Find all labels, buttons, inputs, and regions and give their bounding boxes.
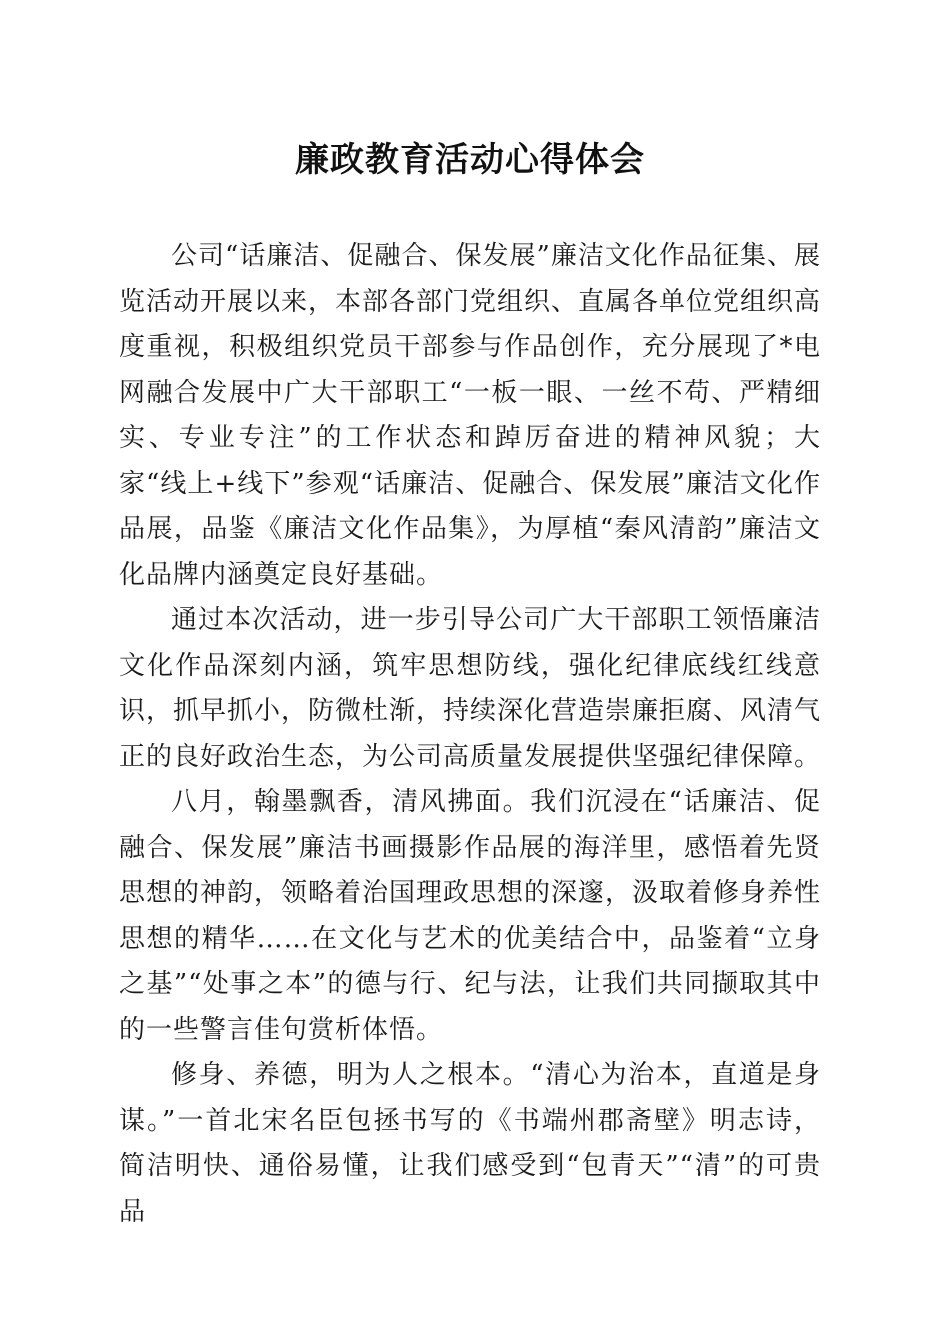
paragraph-2: 通过本次活动，进一步引导公司广大干部职工领悟廉洁文化作品深刻内涵，筑牢思想防线，强化纪律底线红线意识，抓早抓小，防微杜渐，持续深化营造崇廉拒腐、风清气正的良好政治生态，为公司高质量发展提供坚强纪律保障。	[119, 605, 822, 772]
document-body	[119, 234, 821, 1235]
paragraph-4: 修身、养德，明为人之根本。“清心为治本，直道是身谋。”一首北宋名臣包拯书写的《书端州郡斋壁》明志诗，简洁明快、通俗易懂，让我们感受到“包青天”“清”的可贵品	[119, 1060, 821, 1227]
document-title: 廉政教育活动心得体会	[295, 140, 645, 180]
paragraph-1: 公司“话廉洁、促融合、保发展”廉洁文化作品征集、展览活动开展以来，本部各部门党组织、直属各单位党组织高度重视，积极组织党员干部参与作品创作，充分展现了*电网融合发展中广大干部职工“一板一眼、一丝不苟、严精细实、专业专注”的工作状态和踔厉奋进的精神风貌；大家“线上+线下”参观“话廉洁、促融合、保发展”廉洁文化作品展，品鉴《廉洁文化作品集》，为厚植“秦风清韵”廉洁文化品牌内涵奠定良好基础。	[119, 241, 822, 590]
paragraph-3: 八月，翰墨飘香，清风拂面。我们沉浸在“话廉洁、促融合、保发展”廉洁书画摄影作品展的海洋里，感悟着先贤思想的神韵，领略着治国理政思想的深邃，汲取着修身养性思想的精华……在文化与艺术的优美结合中，品鉴着“立身之基”“处事之本”的德与行、纪与法，让我们共同撷取其中的一些警言佳句赏析体悟。	[119, 787, 822, 1045]
